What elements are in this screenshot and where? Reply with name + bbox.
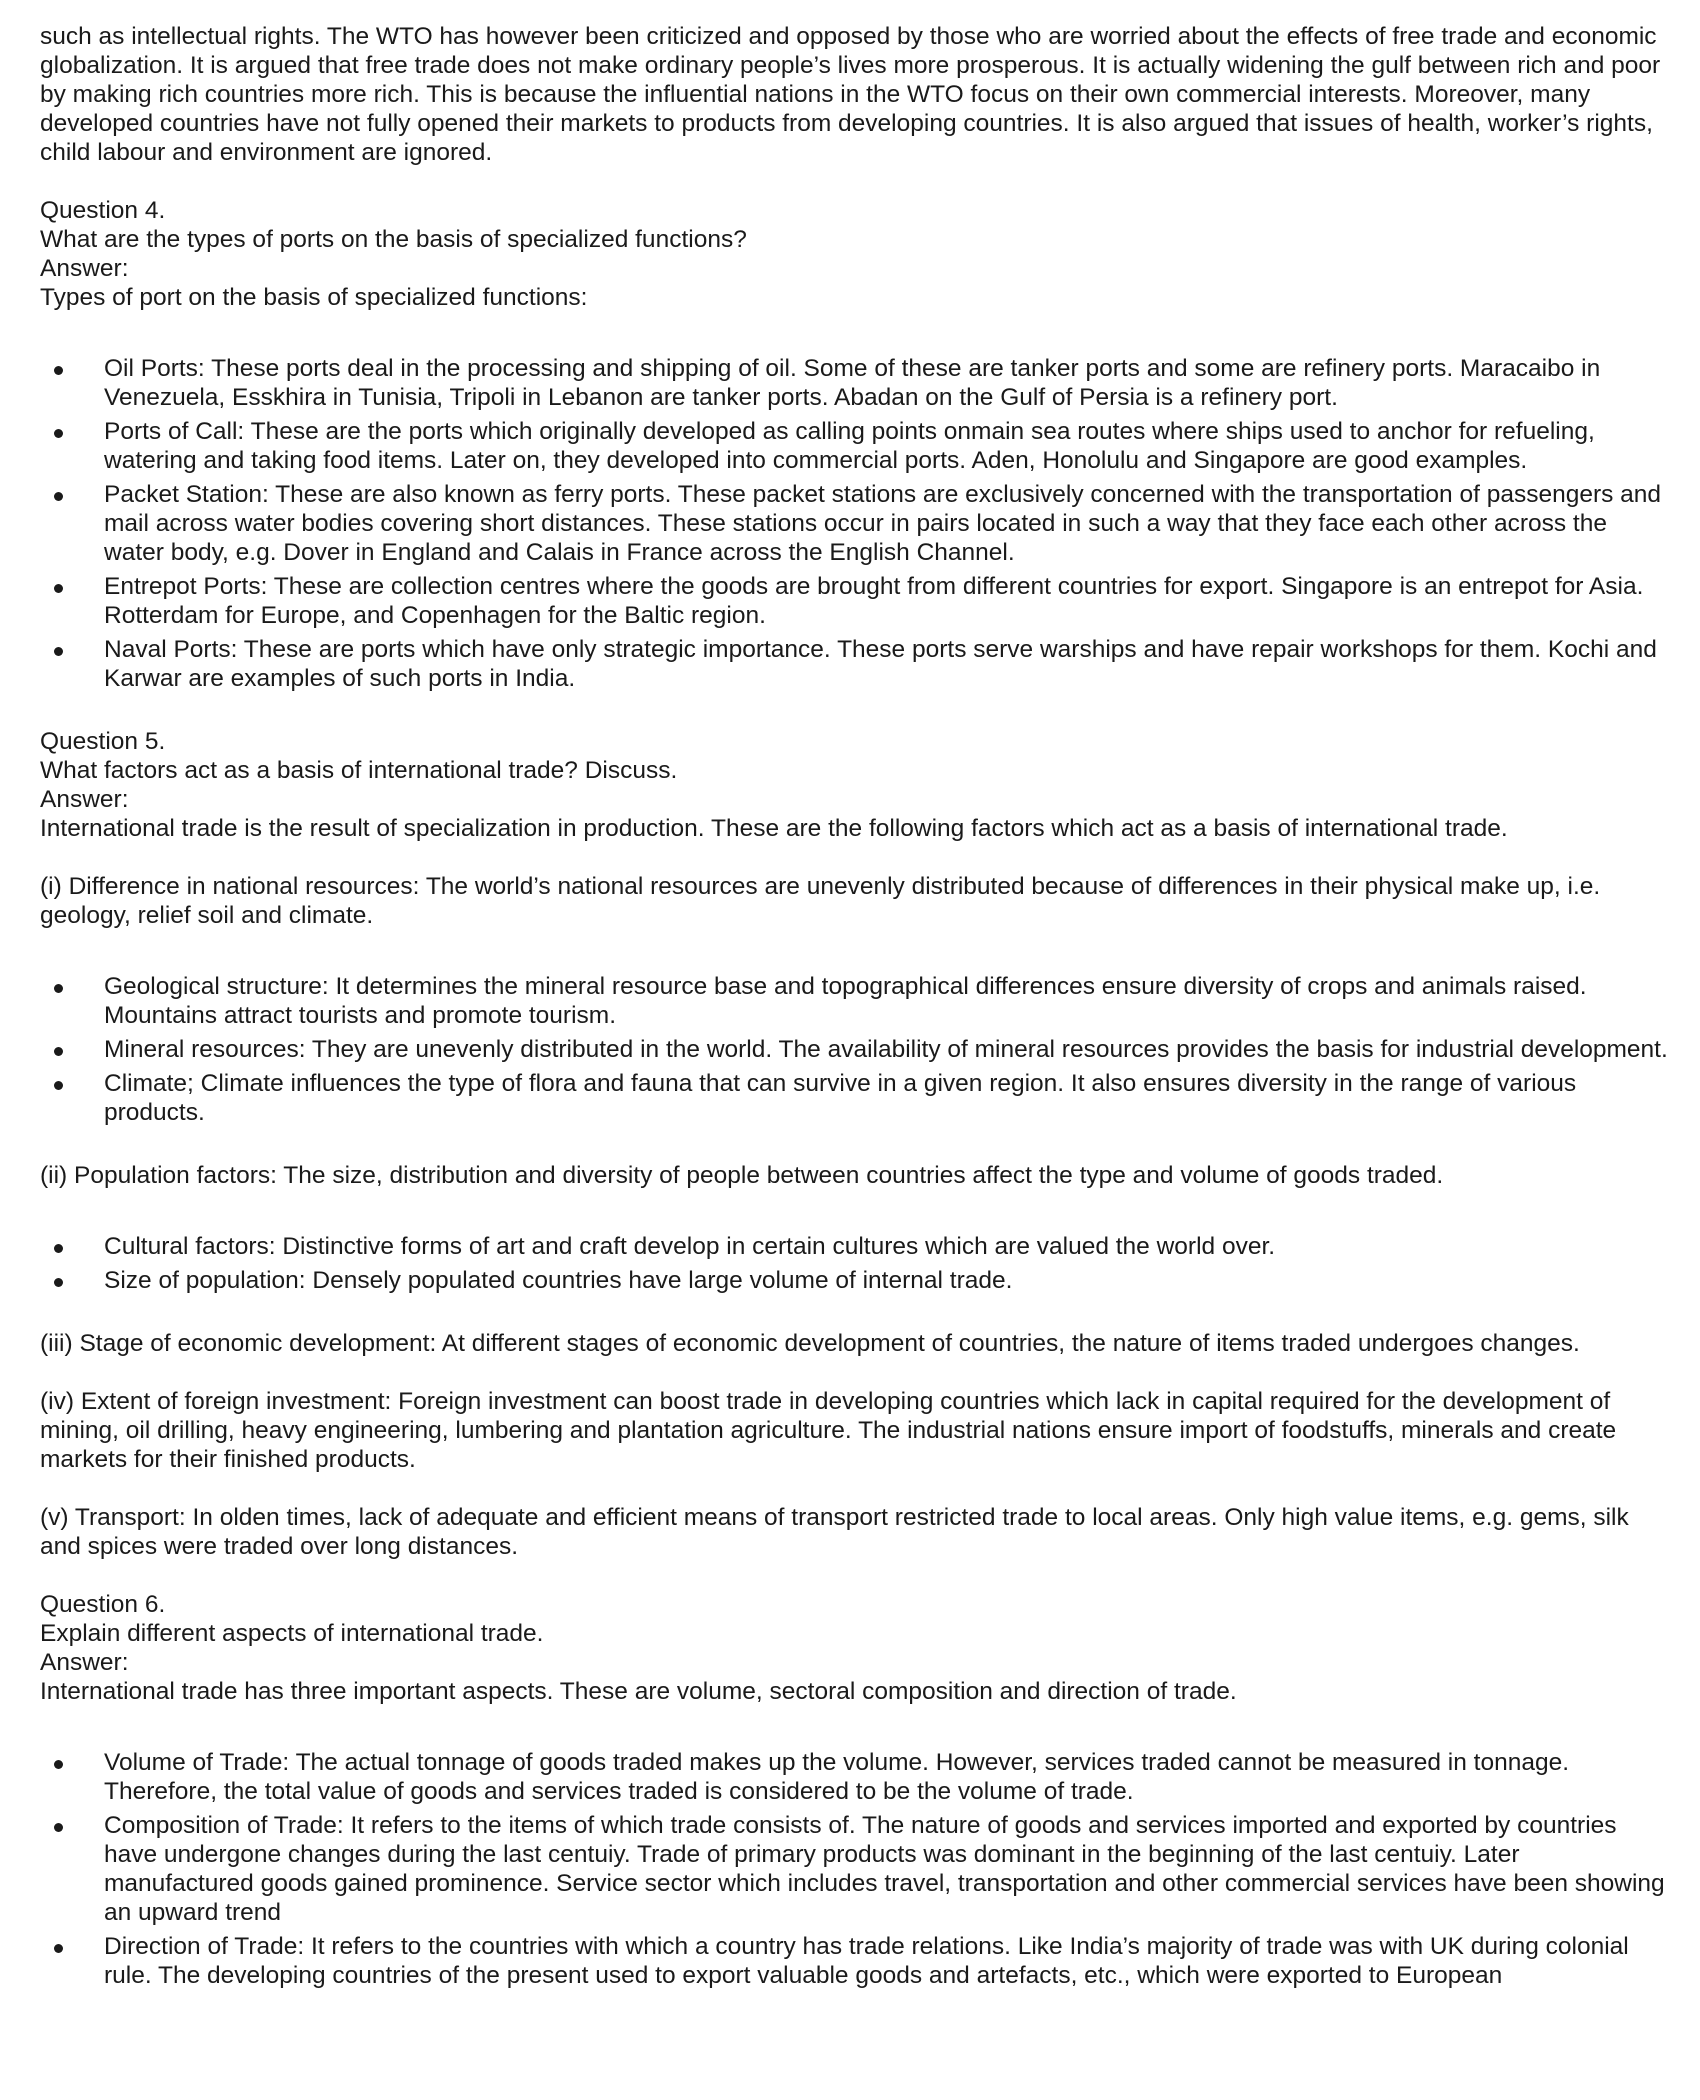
list-item: Climate; Climate influences the type of flora and fauna that can survive in a given region. It also ensures diversity in the range of various products. (40, 1069, 1670, 1127)
intro-paragraph: such as intellectual rights. The WTO has however been criticized and opposed by those who are worried about the effects of free trade and economic globalization. It is argued that free trade does not make ordinary people’s lives more prosperous. It is actually widening the gulf between rich and poor by making rich countries more rich. This is because the influential nations in the WTO focus on their own commercial interests. Moreover, many developed countries have not fully opened their markets to products from developing countries. It is also argued that issues of health, worker’s rights, child labour and environment are ignored. (40, 23, 1661, 166)
list-item: Volume of Trade: The actual tonnage of goods traded makes up the volume. However, services traded cannot be measured in tonnage. Therefore, the total value of goods and services traded is considered to be the volume of trade. (40, 1748, 1670, 1806)
list-item: Naval Ports: These are ports which have only strategic importance. These ports serve warships and have repair workshops for them. Kochi and Karwar are examples of such ports in India. (40, 635, 1670, 693)
factor-population: (ii) Population factors: The size, distribution and diversity of people between countries affect the type and volume of goods traded. (40, 1162, 1444, 1189)
question-4-label: Question 4. (40, 197, 166, 224)
list-item: Geological structure: It determines the mineral resource base and topographical differences ensure diversity of crops and animals raised. Mountains attract tourists and promote tourism. (40, 972, 1670, 1030)
national-resources-list (40, 972, 1670, 1127)
list-item: Oil Ports: These ports deal in the processing and shipping of oil. Some of these are tanker ports and some are refinery ports. Maracaibo in Venezuela, Esskhira in Tunisia, Tripoli in Lebanon are tanker ports. Abadan on the Gulf of Persia is a refinery port. (40, 354, 1670, 412)
list-item: Packet Station: These are also known as ferry ports. These packet stations are exclusively concerned with the transportation of passengers and mail across water bodies covering short distances. These stations occur in pairs located in such a way that they face each other across the water body, e.g. Dover in England and Calais in France across the English Channel. (40, 480, 1670, 567)
question-5-label: Question 5. (40, 728, 166, 755)
question-4-text: What are the types of ports on the basis of specialized functions? (40, 226, 747, 253)
list-item: Direction of Trade: It refers to the countries with which a country has trade relations. Like India’s majority of trade was with UK during colonial rule. The developing countries of the present used to export valuable goods and artefacts, etc., which were exported to European (40, 1932, 1670, 1990)
question-6-text: Explain different aspects of international trade. (40, 1620, 544, 1647)
list-item: Composition of Trade: It refers to the items of which trade consists of. The nature of goods and services imported and exported by countries have undergone changes during the last centuiy. Trade of primary products was dominant in the beginning of the last centuiy. Later manufactured goods gained prominence. Service sector which includes travel, transportation and other commercial services have been showing an upward trend (40, 1811, 1670, 1927)
question-5-text: What factors act as a basis of international trade? Discuss. (40, 757, 678, 784)
question-6-block (40, 1590, 1670, 1706)
trade-aspects-list (40, 1748, 1670, 1990)
factor-transport: (v) Transport: In olden times, lack of adequate and efficient means of transport restricted trade to local areas. Only high value items, e.g. gems, silk and spices were traded over long distances. (40, 1504, 1629, 1560)
question-6-label: Question 6. (40, 1591, 166, 1618)
factor-national-resources: (i) Difference in national resources: The world’s national resources are unevenly distributed because of differences in their physical make up, i.e. geology, relief soil and climate. (40, 873, 1601, 929)
question-4-answer-label: Answer: (40, 255, 129, 282)
question-5-intro: International trade is the result of specialization in production. These are the following factors which act as a basis of international trade. (40, 815, 1508, 842)
question-5-answer-label: Answer: (40, 786, 129, 813)
port-types-list (40, 354, 1670, 693)
question-6-intro: International trade has three important aspects. These are volume, sectoral composition and direction of trade. (40, 1678, 1237, 1705)
question-4-intro: Types of port on the basis of specialized functions: (40, 284, 588, 311)
question-5-block (40, 727, 1670, 843)
factor-economic-development: (iii) Stage of economic development: At different stages of economic development of countries, the nature of items traded undergoes changes. (40, 1330, 1580, 1357)
list-item: Cultural factors: Distinctive forms of art and craft develop in certain cultures which are valued the world over. (40, 1232, 1670, 1261)
list-item: Mineral resources: They are unevenly distributed in the world. The availability of mineral resources provides the basis for industrial development. (40, 1035, 1670, 1064)
list-item: Entrepot Ports: These are collection centres where the goods are brought from different countries for export. Singapore is an entrepot for Asia. Rotterdam for Europe, and Copenhagen for the Baltic region. (40, 572, 1670, 630)
list-item: Ports of Call: These are the ports which originally developed as calling points onmain sea routes where ships used to anchor for refueling, watering and taking food items. Later on, they developed into commercial ports. Aden, Honolulu and Singapore are good examples. (40, 417, 1670, 475)
list-item: Size of population: Densely populated countries have large volume of internal trade. (40, 1266, 1670, 1295)
question-4-block (40, 196, 1670, 312)
population-factors-list (40, 1232, 1670, 1295)
document-page (40, 22, 1670, 1995)
factor-foreign-investment: (iv) Extent of foreign investment: Foreign investment can boost trade in developing countries which lack in capital required for the development of mining, oil drilling, heavy engineering, lumbering and plantation agriculture. The industrial nations ensure import of foodstuffs, minerals and create markets for their finished products. (40, 1388, 1617, 1473)
question-6-answer-label: Answer: (40, 1649, 129, 1676)
